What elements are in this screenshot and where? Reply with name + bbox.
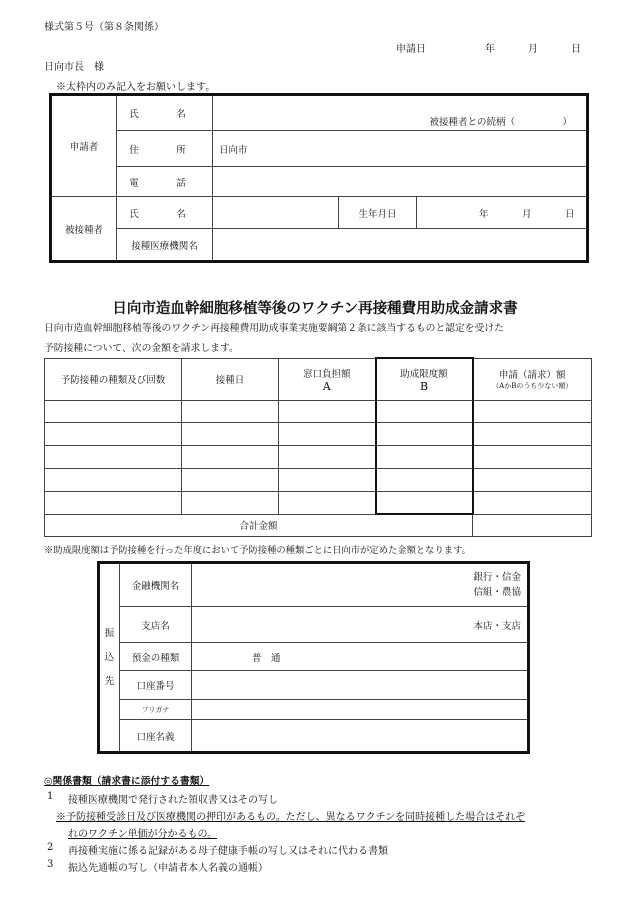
docs-item-1-note-line-1: ※予防接種受診日及び医療機関の押印があるもの。ただし、異なるワクチンを同時接種した場合はそれぞ	[56, 812, 526, 823]
institution-label: 金融機関名	[120, 563, 192, 607]
account-number-label: 口座番号	[120, 671, 192, 700]
institution-option-2: 信組・農協	[473, 587, 521, 598]
cell-limit[interactable]	[376, 445, 473, 468]
institution-field[interactable]	[192, 563, 529, 607]
facility-label: 接種医療機関名	[117, 229, 213, 262]
account-holder-label: 口座名義	[120, 720, 192, 753]
branch-option: 本店・支店	[473, 620, 521, 632]
branch-label: 支店名	[120, 607, 192, 643]
header-limit: 助成限度額 B	[376, 358, 473, 400]
apply-date-year: 年	[485, 44, 495, 55]
applicant-table	[49, 93, 589, 263]
birth-year: 年	[479, 209, 489, 220]
address-prefill: 日向市	[219, 144, 248, 156]
table-row	[45, 445, 592, 468]
bank-side-label: 振 込 先	[99, 563, 120, 753]
header-date: 接種日	[182, 358, 279, 400]
total-label: 合計金額	[45, 514, 473, 536]
total-amount-field[interactable]	[473, 514, 592, 536]
cell-limit[interactable]	[376, 491, 473, 514]
cell-limit[interactable]	[376, 468, 473, 491]
vaccinee-group-label: 被接種者	[51, 197, 117, 262]
cell-type[interactable]	[45, 400, 182, 422]
account-number-field[interactable]	[192, 671, 529, 700]
vaccinee-name-label: 氏 名	[117, 197, 213, 229]
birth-date-label: 生年月日	[339, 197, 417, 229]
table-row	[45, 468, 592, 491]
intro-line-1: 日向市造血幹細胞移植等後のワクチン再接種費用助成事業実施要綱第２条に該当するものと認定を受けた	[44, 323, 504, 334]
header-copay: 窓口負担額 A	[279, 358, 376, 400]
docs-heading: ◎関係書類（請求書に添付する書類）	[44, 776, 210, 787]
docs-item-3: 振込先通帳の写し（申請者本人名義の通帳）	[68, 863, 268, 874]
furigana-label: フリガナ	[120, 700, 192, 720]
cell-claim[interactable]	[473, 422, 592, 445]
header-claim: 申請（請求）額 （AかBのうち少ない額）	[473, 358, 592, 400]
note-limit: ※助成限度額は予防接種を行った年度において予防接種の種類ごとに日向市が定めた金額となります。	[44, 545, 471, 556]
cell-limit[interactable]	[376, 422, 473, 445]
applicant-group-label: 申請者	[51, 95, 117, 197]
cell-type[interactable]	[45, 468, 182, 491]
docs-item-3-number: 3	[47, 859, 54, 870]
intro-line-2: 予防接種について、次の金額を請求します。	[44, 343, 239, 354]
applicant-phone-label: 電 話	[117, 167, 213, 197]
docs-item-2: 再接種実施に係る記録がある母子健康手帳の写し又はそれに代わる書類	[68, 846, 388, 857]
apply-date-month: 月	[528, 44, 538, 55]
institution-option-1: 銀行・信金	[473, 572, 521, 583]
cell-copay[interactable]	[279, 491, 376, 514]
addressee: 日向市長 様	[44, 62, 104, 73]
cell-date[interactable]	[182, 422, 279, 445]
furigana-field[interactable]	[192, 700, 529, 720]
document-title: 日向市造血幹細胞移植等後のワクチン再接種費用助成金請求書	[112, 301, 518, 317]
account-holder-field[interactable]	[192, 720, 529, 753]
table-row	[45, 422, 592, 445]
cell-copay[interactable]	[279, 468, 376, 491]
docs-item-2-number: 2	[47, 842, 54, 853]
apply-date-label: 申請日	[396, 44, 426, 55]
deposit-value: 普 通	[252, 652, 281, 664]
birth-day: 日	[565, 209, 575, 220]
cell-claim[interactable]	[473, 468, 592, 491]
form-number: 様式第５号（第８条関係）	[44, 22, 164, 33]
cell-date[interactable]	[182, 491, 279, 514]
birth-month: 月	[522, 209, 532, 220]
cell-date[interactable]	[182, 400, 279, 422]
applicant-address-label: 住 所	[117, 131, 213, 167]
deposit-field[interactable]	[192, 643, 529, 671]
docs-item-1-number: 1	[47, 791, 54, 802]
cell-type[interactable]	[45, 422, 182, 445]
bank-table	[97, 561, 530, 754]
cell-claim[interactable]	[473, 445, 592, 468]
docs-item-1: 接種医療機関で発行された領収書又はその写し	[68, 795, 278, 806]
note-fill-instruction: ※太枠内のみ記入をお願いします。	[56, 82, 216, 93]
cell-limit[interactable]	[376, 400, 473, 422]
table-row	[45, 491, 592, 514]
deposit-label: 預金の種類	[120, 643, 192, 671]
applicant-name-label: 氏 名	[117, 95, 213, 131]
cell-date[interactable]	[182, 468, 279, 491]
cell-copay[interactable]	[279, 400, 376, 422]
cell-copay[interactable]	[279, 445, 376, 468]
claim-table	[44, 357, 592, 537]
vaccinee-name-field[interactable]	[213, 197, 339, 229]
apply-date-day: 日	[571, 44, 581, 55]
applicant-phone-field[interactable]	[213, 167, 588, 197]
cell-date[interactable]	[182, 445, 279, 468]
cell-type[interactable]	[45, 491, 182, 514]
applicant-name-field[interactable]	[213, 95, 588, 131]
docs-item-1-note-line-2: れのワクチン単価が分かるもの。	[68, 829, 218, 840]
birth-date-field[interactable]	[417, 197, 588, 229]
cell-claim[interactable]	[473, 400, 592, 422]
table-row	[45, 400, 592, 422]
applicant-address-field[interactable]	[213, 131, 588, 167]
header-type: 予防接種の種類及び回数	[45, 358, 182, 400]
cell-copay[interactable]	[279, 422, 376, 445]
relation-label: 被接種者との続柄（ ）	[429, 117, 572, 128]
cell-claim[interactable]	[473, 491, 592, 514]
facility-field[interactable]	[213, 229, 588, 262]
cell-type[interactable]	[45, 445, 182, 468]
branch-field[interactable]	[192, 607, 529, 643]
